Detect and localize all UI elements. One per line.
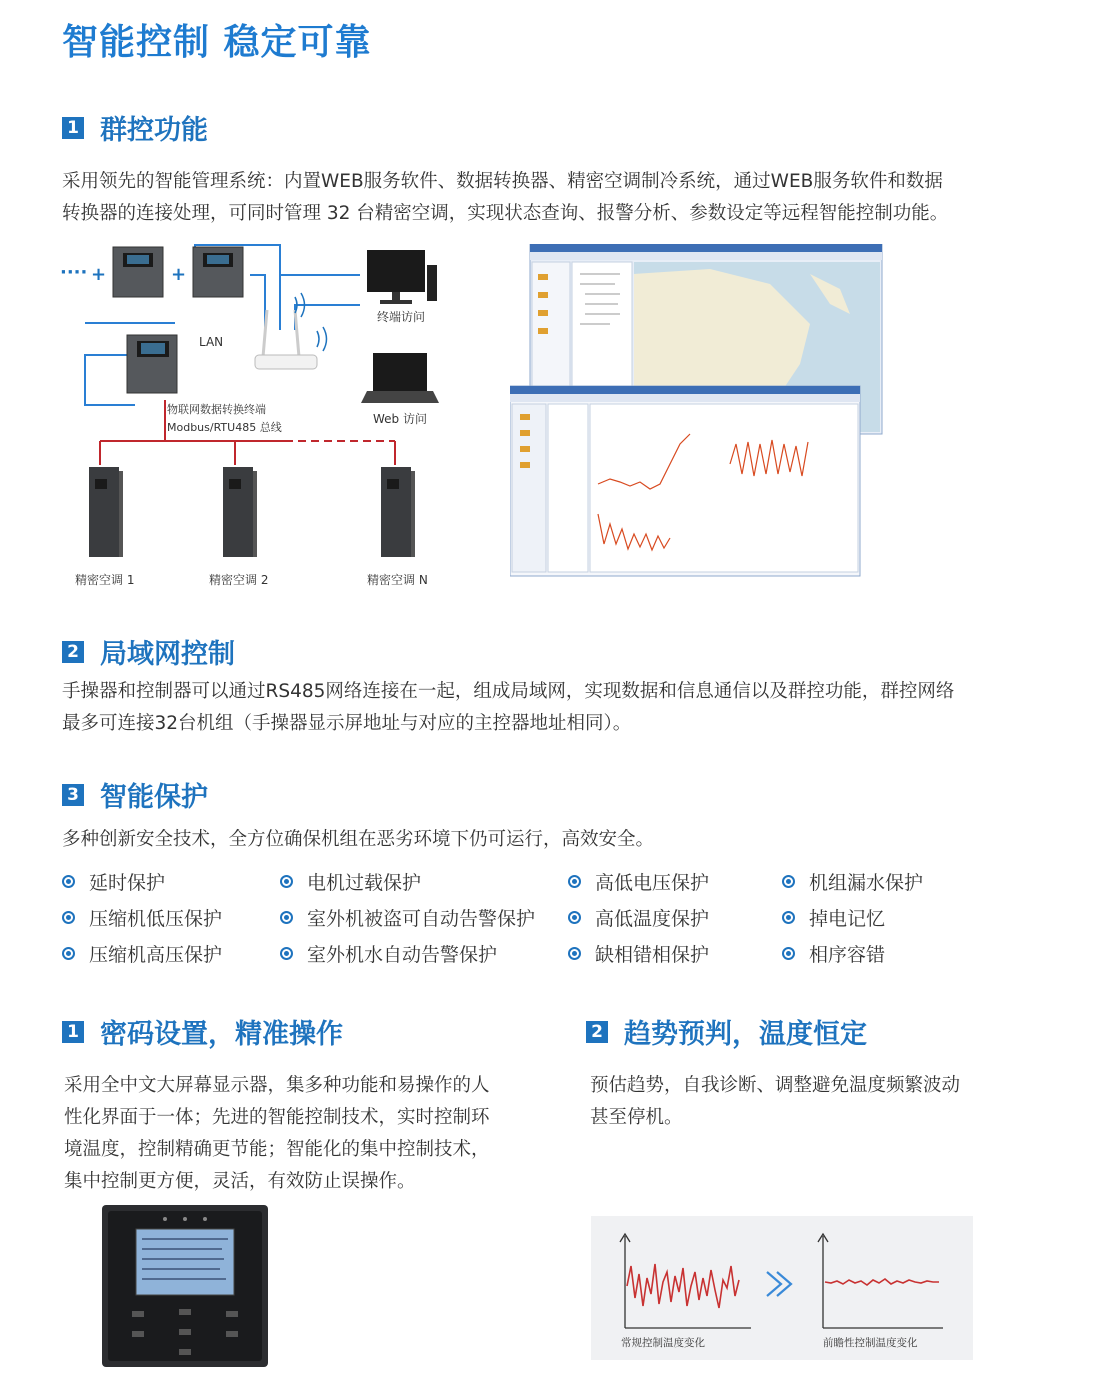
bullet-icon: [568, 911, 581, 924]
ac-unit-n: [381, 467, 415, 557]
page-title: 智能控制 稳定可靠: [62, 22, 372, 63]
paragraph-line: 手操器和控制器可以通过RS485网络连接在一起，组成局域网，实现数据和信息通信以及群控功能，群控网络: [62, 681, 955, 702]
paragraph-line: 预估趋势，自我诊断、调整避免温度频繁波动: [590, 1075, 961, 1096]
plus-sign: +: [91, 264, 107, 285]
feature-item: 掉电记忆: [782, 904, 885, 931]
bullet-icon: [280, 875, 293, 888]
bullet-icon: [568, 875, 581, 888]
laptop-icon: [361, 353, 439, 403]
chart-window-screenshot: [510, 386, 860, 576]
feature-item: 高低温度保护: [568, 904, 709, 931]
section-password-heading: [62, 1012, 343, 1051]
bullet-icon: [62, 875, 75, 888]
section-title: 智能保护: [100, 782, 208, 813]
software-screenshots: [510, 244, 885, 579]
section-title: 密码设置，精准操作: [100, 1019, 343, 1050]
section-protection-intro: [62, 824, 654, 856]
feature-item: 室外机水自动告警保护: [280, 940, 497, 967]
controller-device-1: [113, 247, 163, 297]
section-number: 3: [62, 784, 84, 806]
bullet-icon: [280, 911, 293, 924]
section-lan-control-text: [62, 676, 954, 740]
unit-label: 精密空调 1: [75, 573, 135, 587]
paragraph-line: 采用领先的智能管理系统：内置WEB服务软件、数据转换器、精密空调制冷系统，通过WEB服务软件和数据: [62, 171, 943, 192]
diagram-dots: ····: [60, 262, 88, 283]
paragraph-line: 性化界面于一体；先进的智能控制技术，实时控制环: [64, 1107, 490, 1128]
section-title: 局域网控制: [100, 639, 235, 670]
section-group-control-text: [62, 166, 948, 230]
feature-item: 机组漏水保护: [782, 868, 923, 895]
lan-label: LAN: [199, 335, 224, 349]
feature-item: 压缩机低压保护: [62, 904, 222, 931]
ac-unit-1: [89, 467, 123, 557]
paragraph-line: 最多可连接32台机组（手操器显示屏地址与对应的主控器地址相同）。: [62, 713, 632, 734]
web-access-label: Web 访问: [373, 412, 427, 426]
feature-item: 室外机被盗可自动告警保护: [280, 904, 535, 931]
bullet-icon: [62, 947, 75, 960]
feature-item: 延时保护: [62, 868, 165, 895]
feature-item: 高低电压保护: [568, 868, 709, 895]
section-group-control-heading: [62, 108, 208, 147]
bullet-icon: [782, 875, 795, 888]
feature-item: 压缩机高压保护: [62, 940, 222, 967]
plus-sign: +: [171, 264, 187, 285]
paragraph-line: 转换器的连接处理，可同时管理 32 台精密空调，实现状态查询、报警分析、参数设定等远程智能控制功能。: [62, 203, 949, 224]
section-protection-heading: [62, 775, 208, 814]
bullet-icon: [280, 947, 293, 960]
paragraph-line: 采用全中文大屏幕显示器，集多种功能和易操作的人: [64, 1075, 490, 1096]
section-password-text: [64, 1070, 490, 1198]
section-number: 2: [586, 1021, 608, 1043]
section-title: 群控功能: [100, 115, 208, 146]
temperature-comparison-graphic: [591, 1216, 973, 1360]
ac-unit-2: [223, 467, 257, 557]
terminal-access-label: 终端访问: [377, 310, 426, 324]
feature-item: 电机过载保护: [280, 868, 421, 895]
conventional-label: 常规控制温度变化: [621, 1337, 705, 1349]
section-number: 1: [62, 1021, 84, 1043]
monitor-icon: [367, 250, 437, 304]
bullet-icon: [782, 911, 795, 924]
section-title: 趋势预判，温度恒定: [624, 1019, 867, 1050]
unit-label: 精密空调 N: [367, 573, 428, 587]
paragraph-line: 集中控制更方便，灵活，有效防止误操作。: [64, 1171, 416, 1192]
section-trend-heading: [586, 1012, 867, 1051]
predictive-label: 前瞻性控制温度变化: [823, 1337, 918, 1349]
converter-terminal-device: [127, 335, 177, 393]
paragraph-line: 甚至停机。: [590, 1107, 683, 1128]
bullet-icon: [568, 947, 581, 960]
section-trend-text: [590, 1070, 960, 1134]
section-lan-control-heading: [62, 632, 235, 671]
controller-panel-image: [102, 1205, 268, 1367]
converter-label: 物联网数据转换终端: [167, 403, 266, 416]
bullet-icon: [782, 947, 795, 960]
network-diagram: [55, 235, 505, 595]
feature-item: 缺相错相保护: [568, 940, 709, 967]
section-number: 1: [62, 117, 84, 139]
paragraph-line: 境温度，控制精确更节能；智能化的集中控制技术，: [64, 1139, 490, 1160]
bullet-icon: [62, 911, 75, 924]
section-number: 2: [62, 641, 84, 663]
bus-label: Modbus/RTU485 总线: [167, 421, 282, 434]
paragraph-line: 多种创新安全技术，全方位确保机组在恶劣环境下仍可运行，高效安全。: [62, 829, 655, 850]
feature-item: 相序容错: [782, 940, 885, 967]
unit-label: 精密空调 2: [209, 573, 269, 587]
controller-device-2: [193, 247, 243, 297]
